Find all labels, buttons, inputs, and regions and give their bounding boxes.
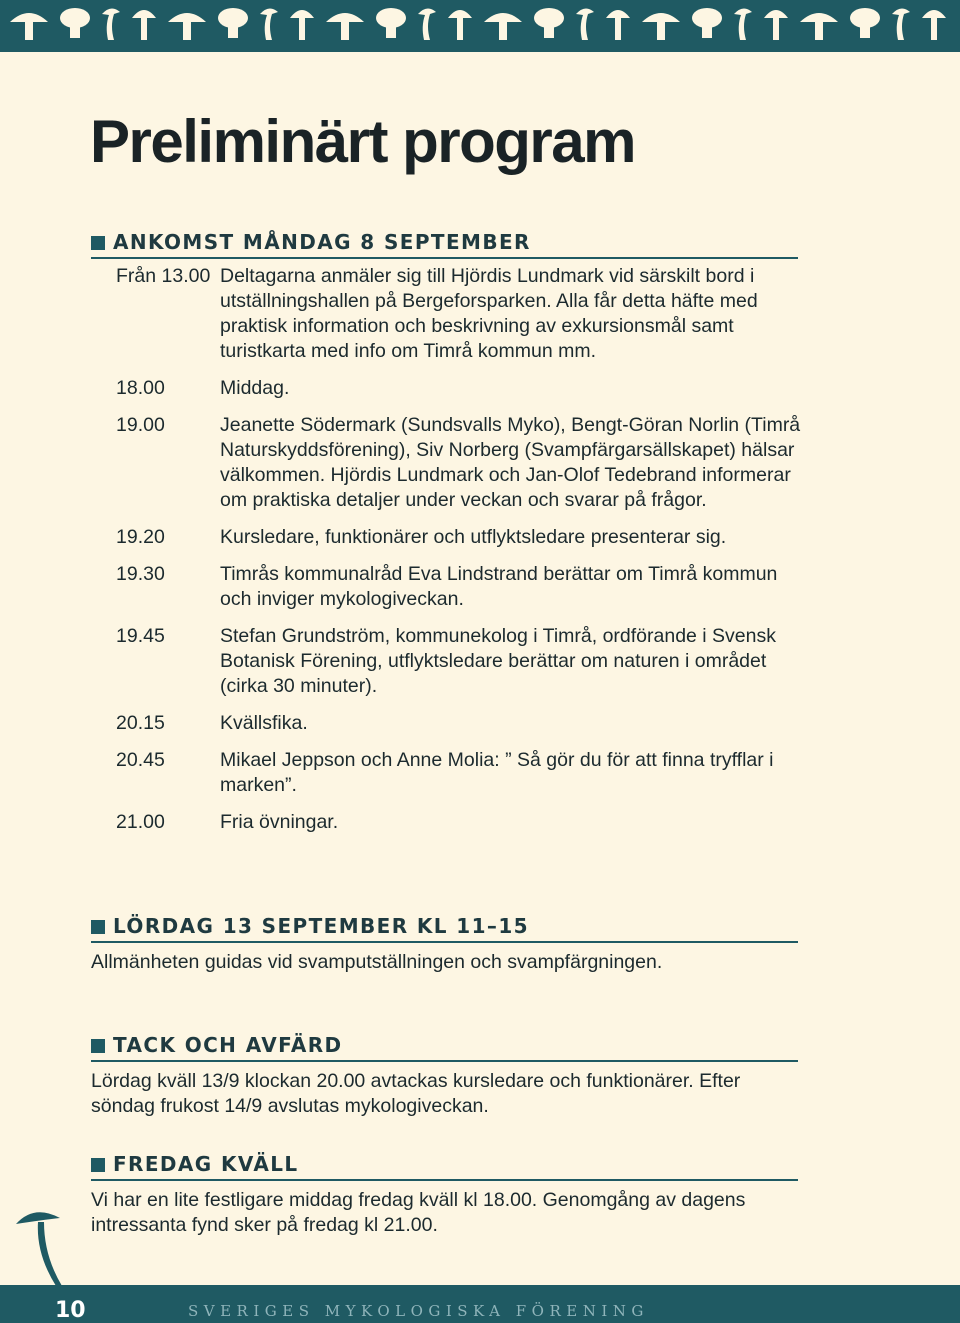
mushroom-silhouette-icon (102, 8, 120, 40)
schedule-time: 20.15 (116, 712, 165, 734)
page-number: 10 (55, 1298, 86, 1323)
schedule-entry (116, 264, 806, 364)
schedule-entry (116, 711, 806, 736)
mushroom-silhouette-icon (60, 8, 90, 38)
schedule-time: Från 13.00 (116, 265, 211, 287)
departure-text: Lördag kväll 13/9 klockan 20.00 avtackas kursledare och funktionärer. Efter söndag frukost 14/9 avslutas mykologiveckan. (91, 1070, 741, 1117)
mushroom-silhouette-icon (132, 10, 156, 40)
schedule-time: 19.20 (116, 526, 165, 548)
mushroom-silhouette-icon (534, 8, 564, 38)
mushroom-silhouette-icon (606, 10, 630, 40)
schedule-entry (116, 562, 806, 612)
mushroom-silhouette-icon (800, 13, 838, 40)
schedule-entry (116, 413, 806, 513)
mushroom-silhouette-icon (218, 8, 248, 38)
mushroom-silhouette-icon (892, 8, 910, 40)
mushroom-silhouette-icon (764, 10, 788, 40)
mushroom-silhouette-icon (0, 0, 960, 52)
page-title: Preliminärt program (90, 108, 635, 175)
bullet-square-icon (91, 236, 105, 250)
schedule-description: Kursledare, funktionärer och utflyktsledare presenterar sig. (220, 526, 727, 548)
schedule-entry (116, 376, 806, 401)
mushroom-silhouette-icon (10, 13, 48, 40)
mushroom-silhouette-icon (290, 10, 314, 40)
section-heading-label: TACK OCH AVFÄRD (113, 1033, 343, 1057)
section-heading-label: LÖRDAG 13 SEPTEMBER KL 11–15 (113, 914, 529, 938)
mushroom-silhouette-icon (418, 8, 436, 40)
schedule-time: 19.00 (116, 414, 165, 436)
mushroom-silhouette-icon (376, 8, 406, 38)
bullet-square-icon (91, 1039, 105, 1053)
mushroom-silhouette-icon (576, 8, 594, 40)
schedule-entry (116, 748, 806, 798)
section-heading-friday (91, 1151, 798, 1181)
section-heading-arrival (91, 229, 798, 259)
schedule-time: 21.00 (116, 811, 165, 833)
mushroom-silhouette-icon (692, 8, 722, 38)
bullet-square-icon (91, 1158, 105, 1172)
schedule-description: Fria övningar. (220, 811, 339, 833)
section-heading-label: ANKOMST MÅNDAG 8 SEPTEMBER (113, 230, 531, 254)
header-band (0, 0, 960, 52)
section-heading-departure (91, 1032, 798, 1062)
mushroom-silhouette-icon (448, 10, 472, 40)
section-heading-label: FREDAG KVÄLL (113, 1152, 299, 1176)
section-heading-saturday (91, 913, 798, 943)
mushroom-silhouette-icon (850, 8, 880, 38)
friday-text: Vi har en lite festligare middag fredag kväll kl 18.00. Genomgång av dagens intressanta fynd sker på fredag kl 21.00. (91, 1189, 746, 1236)
schedule-entry (116, 810, 806, 835)
mushroom-silhouette-icon (326, 13, 364, 40)
schedule-description: Timrås kommunalråd Eva Lindstrand berättar om Timrå kommun och inviger mykologiveckan. (220, 563, 778, 610)
mushroom-silhouette-icon (922, 10, 946, 40)
mushroom-silhouette-icon (642, 13, 680, 40)
schedule-entry (116, 624, 806, 699)
mushroom-icon (12, 1204, 72, 1288)
footer-organization-name: SVERIGES MYKOLOGISKA FÖRENING (188, 1302, 649, 1320)
schedule-time: 18.00 (116, 377, 165, 399)
schedule-description: Deltagarna anmäler sig till Hjördis Lundmark vid särskilt bord i utställningshallen på Bergeforsparken. Alla får detta häfte med praktisk information och beskrivning av exkursionsmål samt turistkarta med info om Timrå kommun mm. (220, 265, 758, 362)
schedule-time: 19.30 (116, 563, 165, 585)
saturday-text: Allmänheten guidas vid svamputställningen och svampfärgningen. (91, 951, 663, 973)
mushroom-silhouette-icon (734, 8, 752, 40)
schedule-entry (116, 525, 806, 550)
mushroom-silhouette-icon (260, 8, 278, 40)
mushroom-silhouette-icon (168, 13, 206, 40)
mushroom-silhouette-icon (484, 13, 522, 40)
arrival-schedule (116, 264, 806, 847)
schedule-time: 20.45 (116, 749, 165, 771)
schedule-description: Kvällsfika. (220, 712, 308, 734)
schedule-description: Mikael Jeppson och Anne Molia: ” Så gör du för att finna tryfflar i marken”. (220, 749, 774, 796)
schedule-description: Middag. (220, 377, 290, 399)
bullet-square-icon (91, 920, 105, 934)
schedule-time: 19.45 (116, 625, 165, 647)
schedule-description: Stefan Grundström, kommunekolog i Timrå, ordförande i Svensk Botanisk Förening, utflyktsledare berättar om naturen i området (cirka 30 minuter). (220, 625, 776, 697)
schedule-description: Jeanette Södermark (Sundsvalls Myko), Bengt-Göran Norlin (Timrå Naturskyddsförening), Siv Norberg (Svampfärgarsällskapet) hälsar välkommen. Hjördis Lundmark och Jan-Olof Tedebrand informerar om praktiska detaljer under veckan och svarar på frågor. (220, 414, 801, 511)
